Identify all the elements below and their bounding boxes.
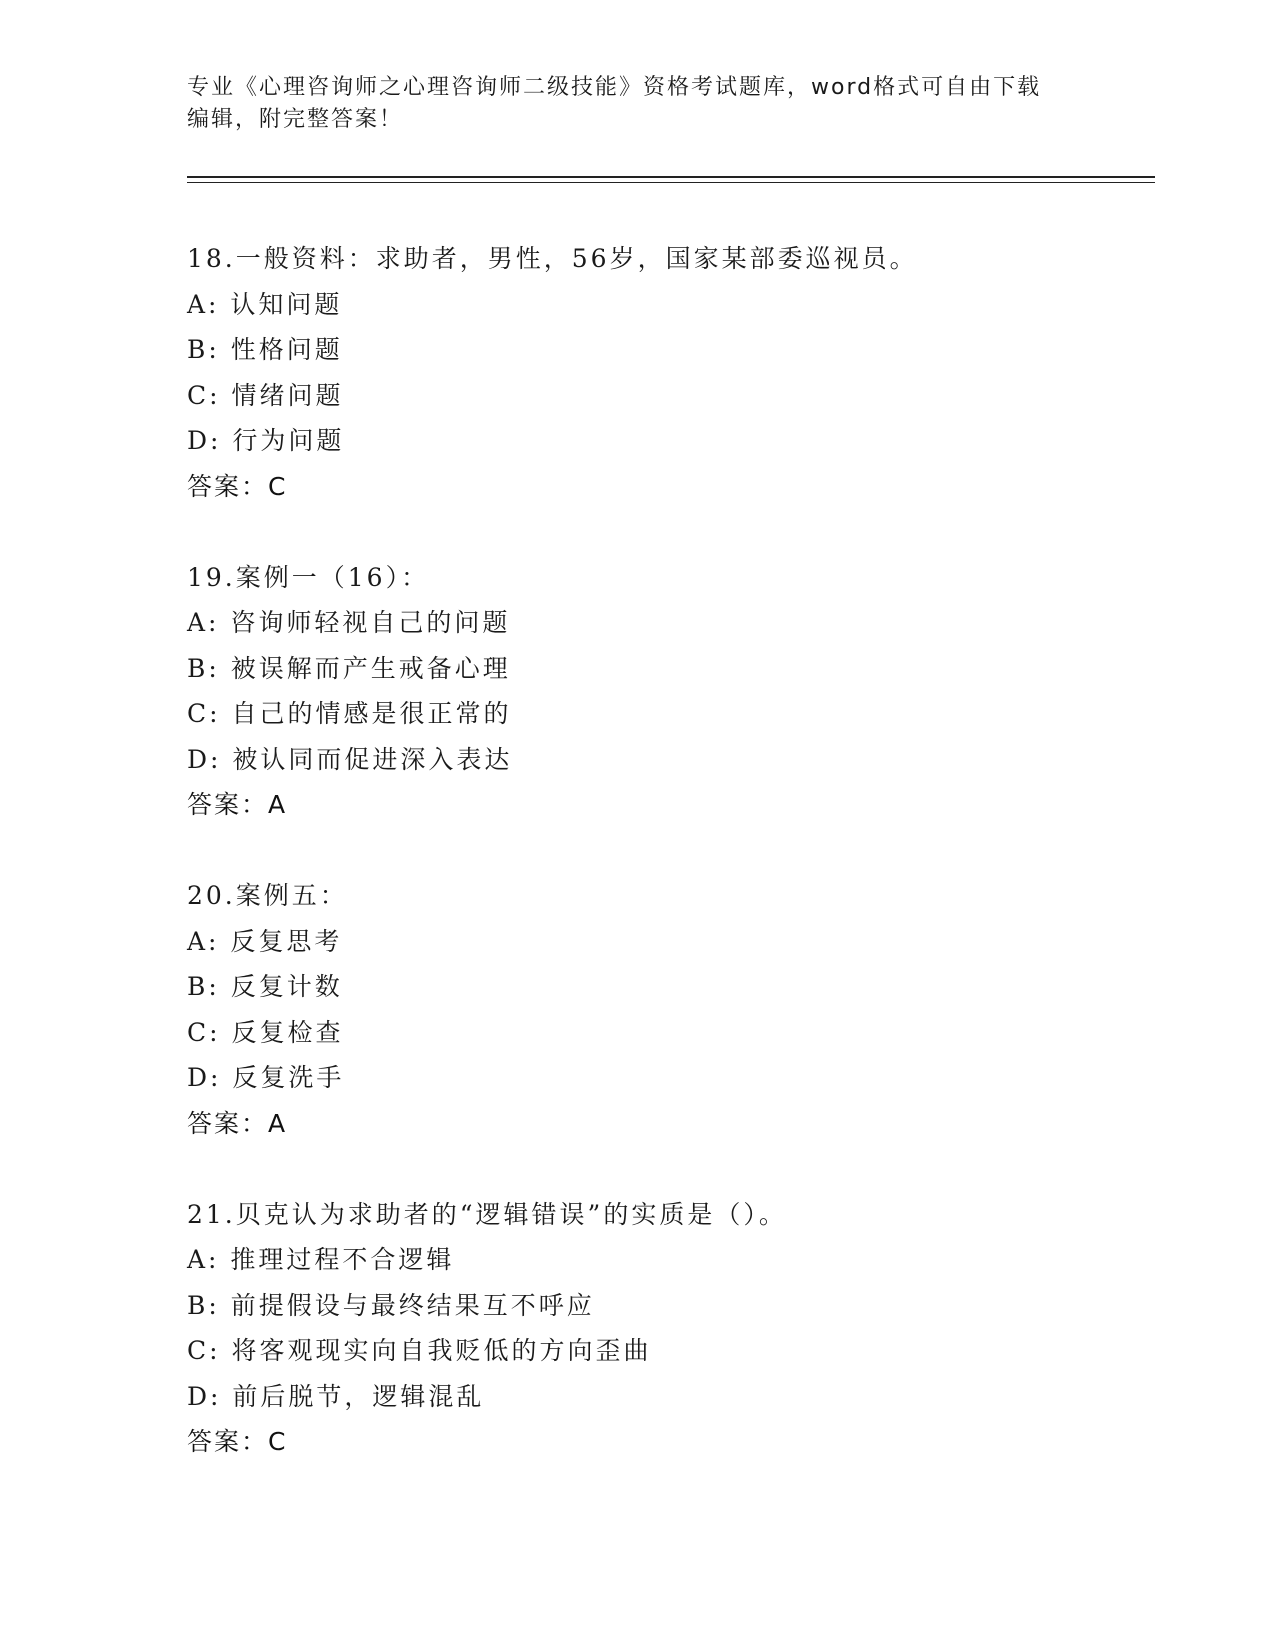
answer: 答案：C <box>187 471 288 501</box>
question-19 <box>187 555 1155 829</box>
question-21 <box>187 1192 1155 1466</box>
question-list <box>187 236 1155 1510</box>
question-title: 19.案例一（16）： <box>187 562 430 592</box>
option-a: A: 反复思考 <box>187 926 343 956</box>
option-c: C: 反复检查 <box>187 1017 344 1047</box>
option-a: A: 认知问题 <box>187 289 343 319</box>
option-b: B: 性格问题 <box>187 335 343 364</box>
header-line-2: 编辑，附完整答案！ <box>187 107 404 132</box>
header-divider-thick <box>187 176 1155 178</box>
question-20 <box>187 873 1155 1147</box>
option-d: D: 被认同而促进深入表达 <box>187 744 513 774</box>
question-title: 18.一般资料：求助者，男性，56岁，国家某部委巡视员。 <box>187 244 918 273</box>
option-b: B: 被误解而产生戒备心理 <box>187 653 511 683</box>
answer: 答案：A <box>187 1108 288 1138</box>
option-c: C: 情绪问题 <box>187 380 344 410</box>
option-b: B: 反复计数 <box>187 972 343 1001</box>
option-b: B: 前提假设与最终结果互不呼应 <box>187 1290 595 1320</box>
question-title: 20.案例五： <box>187 881 348 910</box>
option-d: D: 行为问题 <box>187 426 345 455</box>
header-line-1: 专业《心理咨询师之心理咨询师二级技能》资格考试题库，word格式可自由下载 <box>187 75 1042 100</box>
option-d: D: 前后脱节，逻辑混乱 <box>187 1381 485 1411</box>
answer: 答案：A <box>187 790 288 819</box>
option-c: C: 自己的情感是很正常的 <box>187 699 512 728</box>
question-title: 21.贝克认为求助者的“逻辑错误”的实质是（）。 <box>187 1199 787 1229</box>
header-divider-thin <box>187 182 1155 183</box>
question-18 <box>187 236 1155 510</box>
document-header <box>187 72 1087 136</box>
option-d: D: 反复洗手 <box>187 1063 345 1092</box>
option-a: A: 推理过程不合逻辑 <box>187 1245 455 1274</box>
option-a: A: 咨询师轻视自己的问题 <box>187 608 511 637</box>
answer: 答案：C <box>187 1427 288 1456</box>
option-c: C: 将客观现实向自我贬低的方向歪曲 <box>187 1336 652 1365</box>
